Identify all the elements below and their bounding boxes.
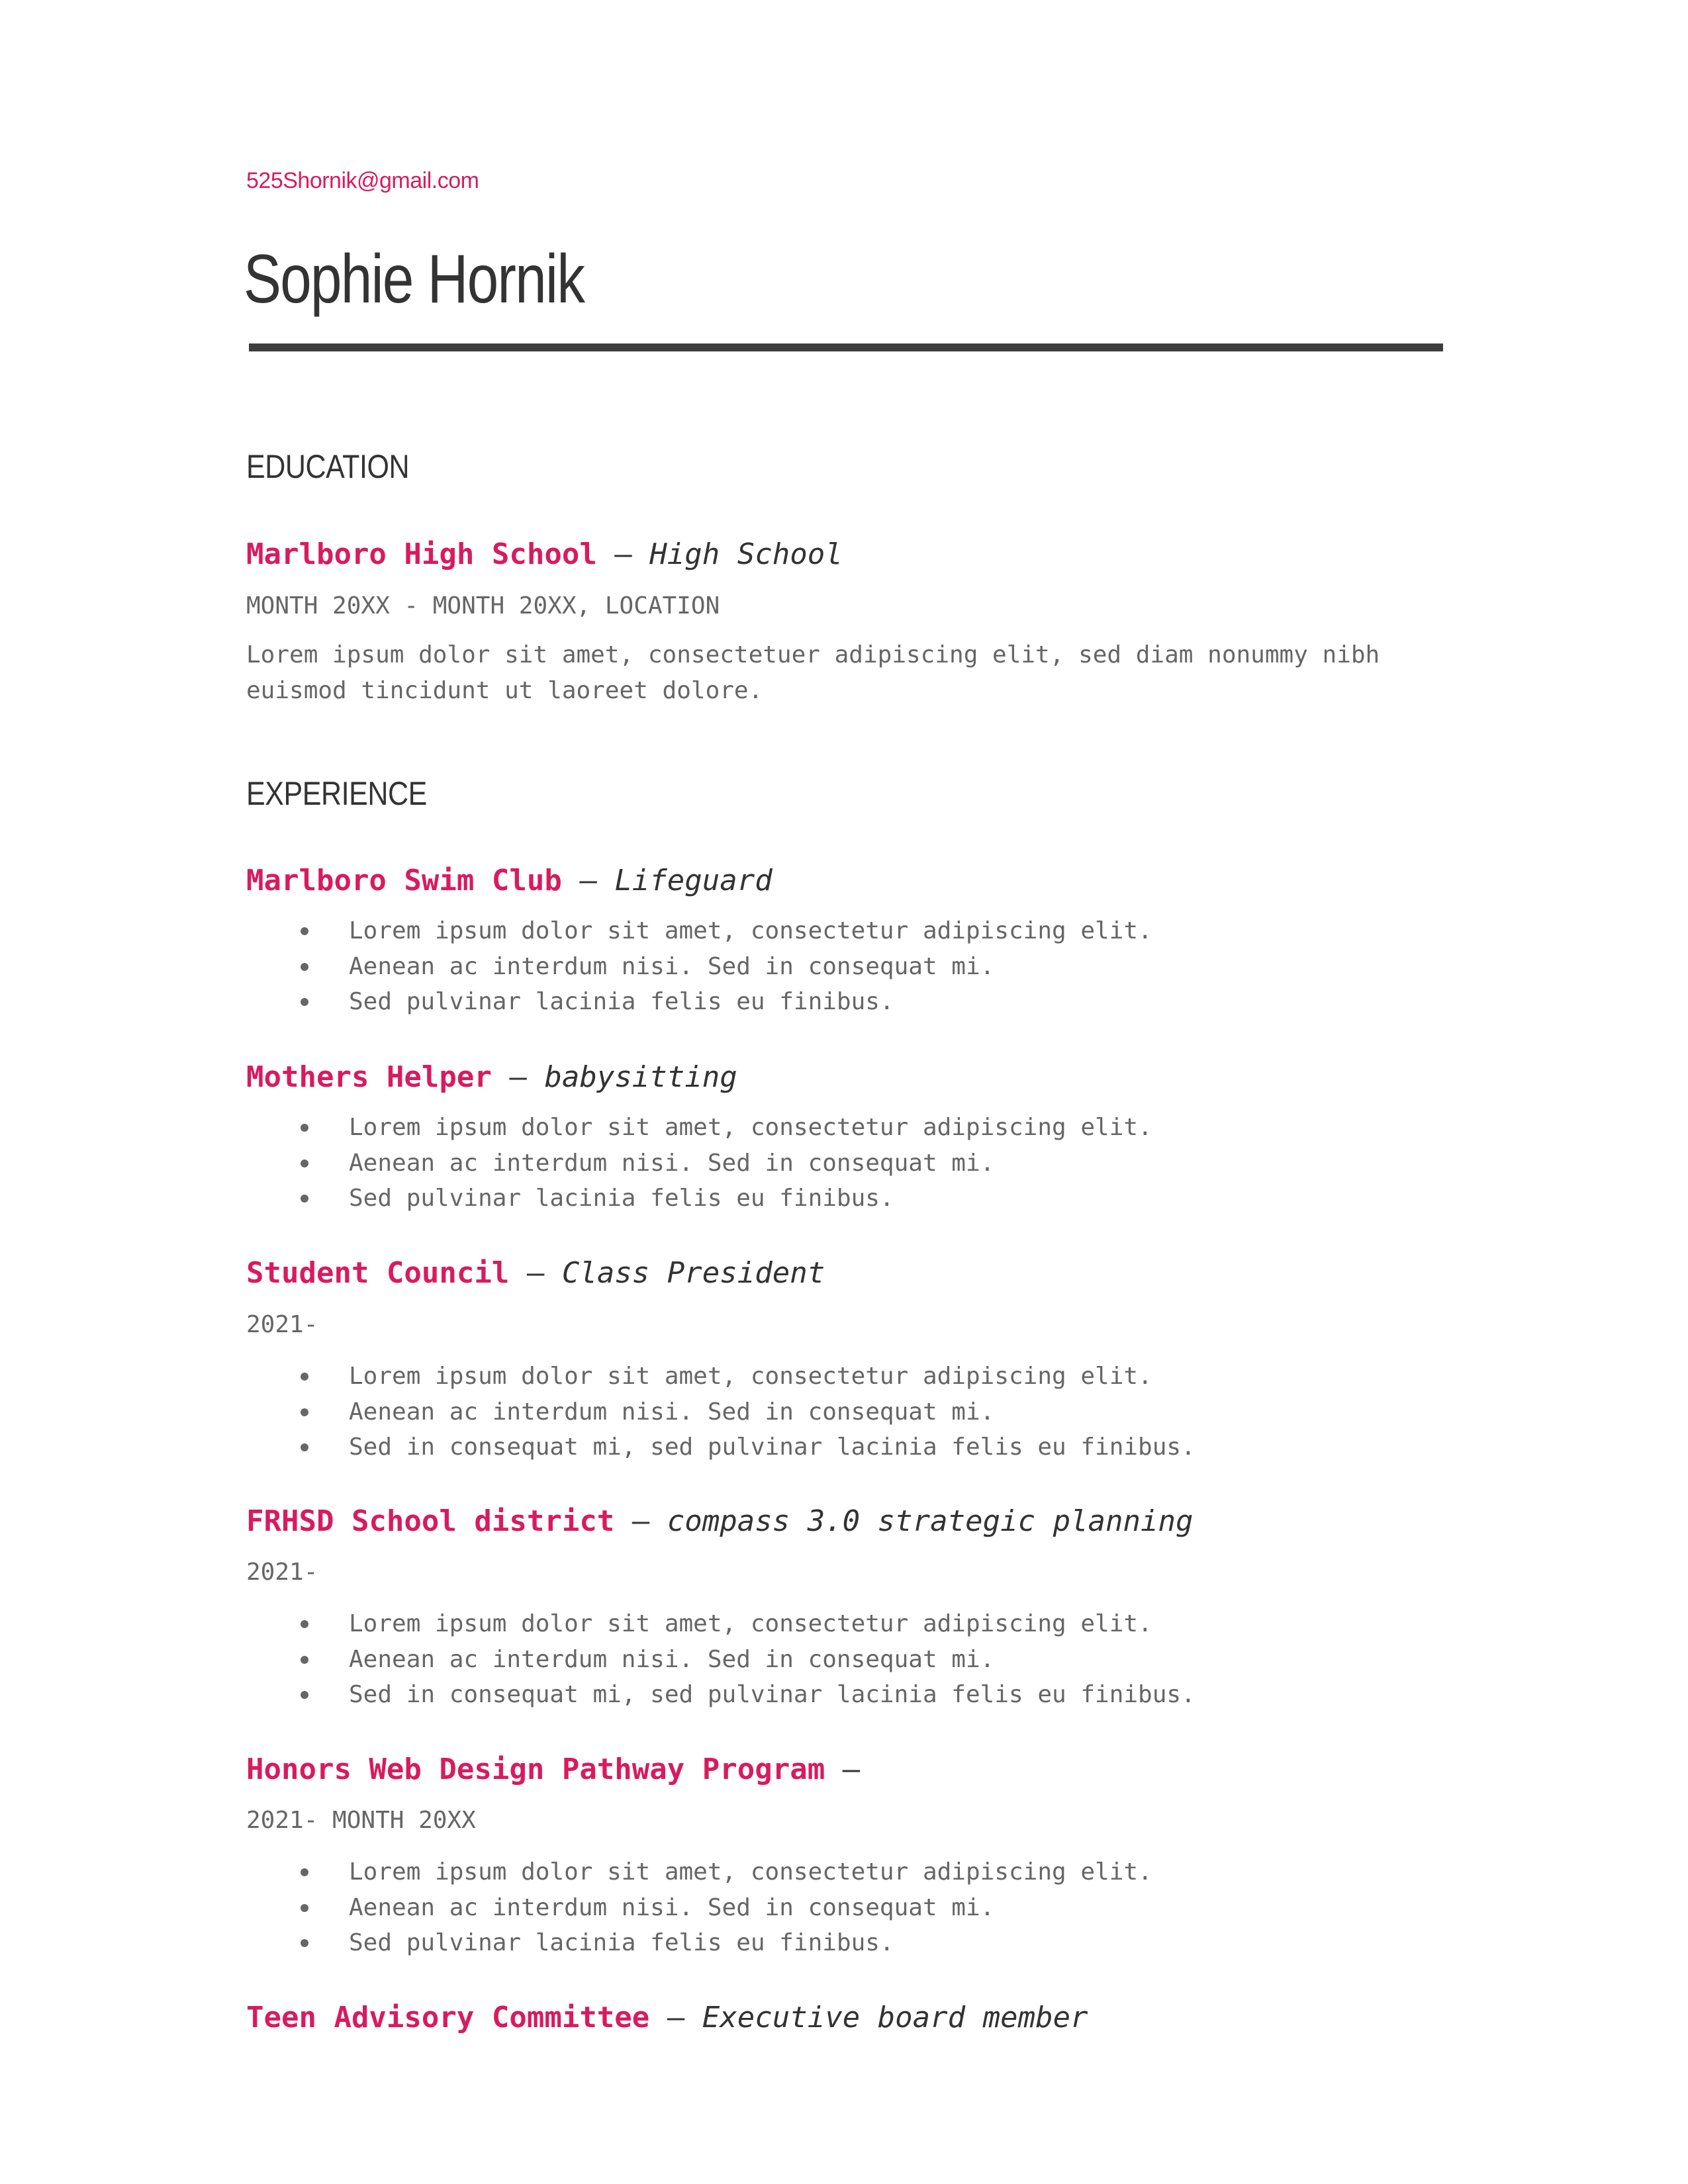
- heading-separator: —: [825, 1752, 861, 1786]
- education-dates-location: MONTH 20XX - MONTH 20XX, LOCATION: [246, 592, 720, 619]
- section-title-education: EDUCATION: [246, 448, 410, 485]
- bullet-item: Sed in consequat mi, sed pulvinar lacinia felis eu finibus.: [246, 1677, 1196, 1713]
- bullet-item: Aenean ac interdum nisi. Sed in consequat mi.: [246, 1890, 1152, 1926]
- bullet-item: Lorem ipsum dolor sit amet, consectetur adipiscing elit.: [246, 913, 1152, 949]
- bullet-dot-icon: [301, 1195, 308, 1203]
- experience-entry-heading: [246, 1504, 1194, 1539]
- bullet-dot-icon: [301, 1160, 308, 1167]
- experience-bullet-list: [246, 1110, 1152, 1216]
- bullet-item: Sed pulvinar lacinia felis eu finibus.: [246, 984, 1152, 1020]
- experience-entry-heading: [246, 2001, 1088, 2036]
- bullet-dot-icon: [301, 998, 308, 1006]
- bullet-item: Lorem ipsum dolor sit amet, consectetur adipiscing elit.: [246, 1359, 1196, 1394]
- heading-separator: —: [561, 864, 615, 897]
- bullet-item: Aenean ac interdum nisi. Sed in consequat mi.: [246, 949, 1152, 985]
- bullet-dot-icon: [301, 1656, 308, 1664]
- experience-org: Teen Advisory Committee: [246, 2001, 650, 2034]
- heading-separator: —: [649, 2001, 702, 2034]
- education-org: Marlboro High School: [246, 537, 597, 571]
- bullet-dot-icon: [301, 1620, 308, 1628]
- experience-org: Mothers Helper: [246, 1060, 492, 1094]
- experience-org: Marlboro Swim Club: [246, 864, 562, 897]
- contact-email[interactable]: 525Shornik@gmail.com: [246, 168, 479, 193]
- heading-separator: —: [491, 1060, 545, 1094]
- experience-bullet-list: [246, 913, 1152, 1020]
- experience-entry-heading: [246, 1060, 737, 1095]
- bullet-dot-icon: [301, 1443, 308, 1451]
- heading-separator: —: [614, 1504, 667, 1538]
- heading-separator: —: [596, 537, 650, 571]
- experience-dates: 2021- MONTH 20XX: [246, 1807, 476, 1834]
- bullet-dot-icon: [301, 963, 308, 971]
- experience-org: FRHSD School district: [246, 1504, 615, 1538]
- bullet-dot-icon: [301, 1691, 308, 1699]
- bullet-item: Lorem ipsum dolor sit amet, consectetur adipiscing elit.: [246, 1606, 1196, 1642]
- education-entry-heading: [246, 537, 843, 572]
- bullet-dot-icon: [301, 1124, 308, 1132]
- experience-bullet-list: [246, 1854, 1152, 1961]
- experience-bullet-list: [246, 1359, 1196, 1465]
- bullet-dot-icon: [301, 1868, 308, 1876]
- experience-dates: 2021-: [246, 1559, 318, 1586]
- bullet-item: Lorem ipsum dolor sit amet, consectetur adipiscing elit.: [246, 1110, 1152, 1146]
- experience-role: compass 3.0 strategic planning: [667, 1504, 1194, 1538]
- candidate-name: Sophie Hornik: [244, 241, 585, 318]
- experience-role: Executive board member: [702, 2001, 1088, 2034]
- bullet-dot-icon: [301, 1408, 308, 1416]
- experience-org: Student Council: [246, 1256, 510, 1290]
- experience-entry-heading: [246, 1752, 860, 1788]
- bullet-dot-icon: [301, 1904, 308, 1912]
- education-description: Lorem ipsum dolor sit amet, consectetuer adipiscing elit, sed diam nonummy nibh euismod tincidunt ut laoreet dolore.: [246, 641, 1380, 704]
- experience-bullet-list: [246, 1606, 1196, 1713]
- bullet-dot-icon: [301, 1939, 308, 1947]
- bullet-item: Aenean ac interdum nisi. Sed in consequat mi.: [246, 1394, 1196, 1430]
- bullet-item: Sed pulvinar lacinia felis eu finibus.: [246, 1181, 1152, 1216]
- bullet-item: Aenean ac interdum nisi. Sed in consequat mi.: [246, 1146, 1152, 1181]
- experience-entry-heading: [246, 1256, 825, 1291]
- education-role: High School: [649, 537, 843, 571]
- bullet-item: Lorem ipsum dolor sit amet, consectetur adipiscing elit.: [246, 1854, 1152, 1890]
- experience-role: Lifeguard: [614, 864, 773, 897]
- experience-entry-heading: [246, 864, 773, 899]
- bullet-item: Sed pulvinar lacinia felis eu finibus.: [246, 1925, 1152, 1961]
- heading-separator: —: [509, 1256, 562, 1290]
- bullet-dot-icon: [301, 1373, 308, 1381]
- experience-org: Honors Web Design Pathway Program: [246, 1752, 825, 1786]
- bullet-item: Sed in consequat mi, sed pulvinar lacinia felis eu finibus.: [246, 1430, 1196, 1465]
- experience-role: Class President: [561, 1256, 825, 1290]
- header-divider: [249, 343, 1443, 351]
- experience-role: babysitting: [544, 1060, 737, 1094]
- experience-dates: 2021-: [246, 1311, 318, 1338]
- bullet-dot-icon: [301, 927, 308, 935]
- section-title-experience: EXPERIENCE: [246, 775, 427, 812]
- bullet-item: Aenean ac interdum nisi. Sed in consequat mi.: [246, 1642, 1196, 1678]
